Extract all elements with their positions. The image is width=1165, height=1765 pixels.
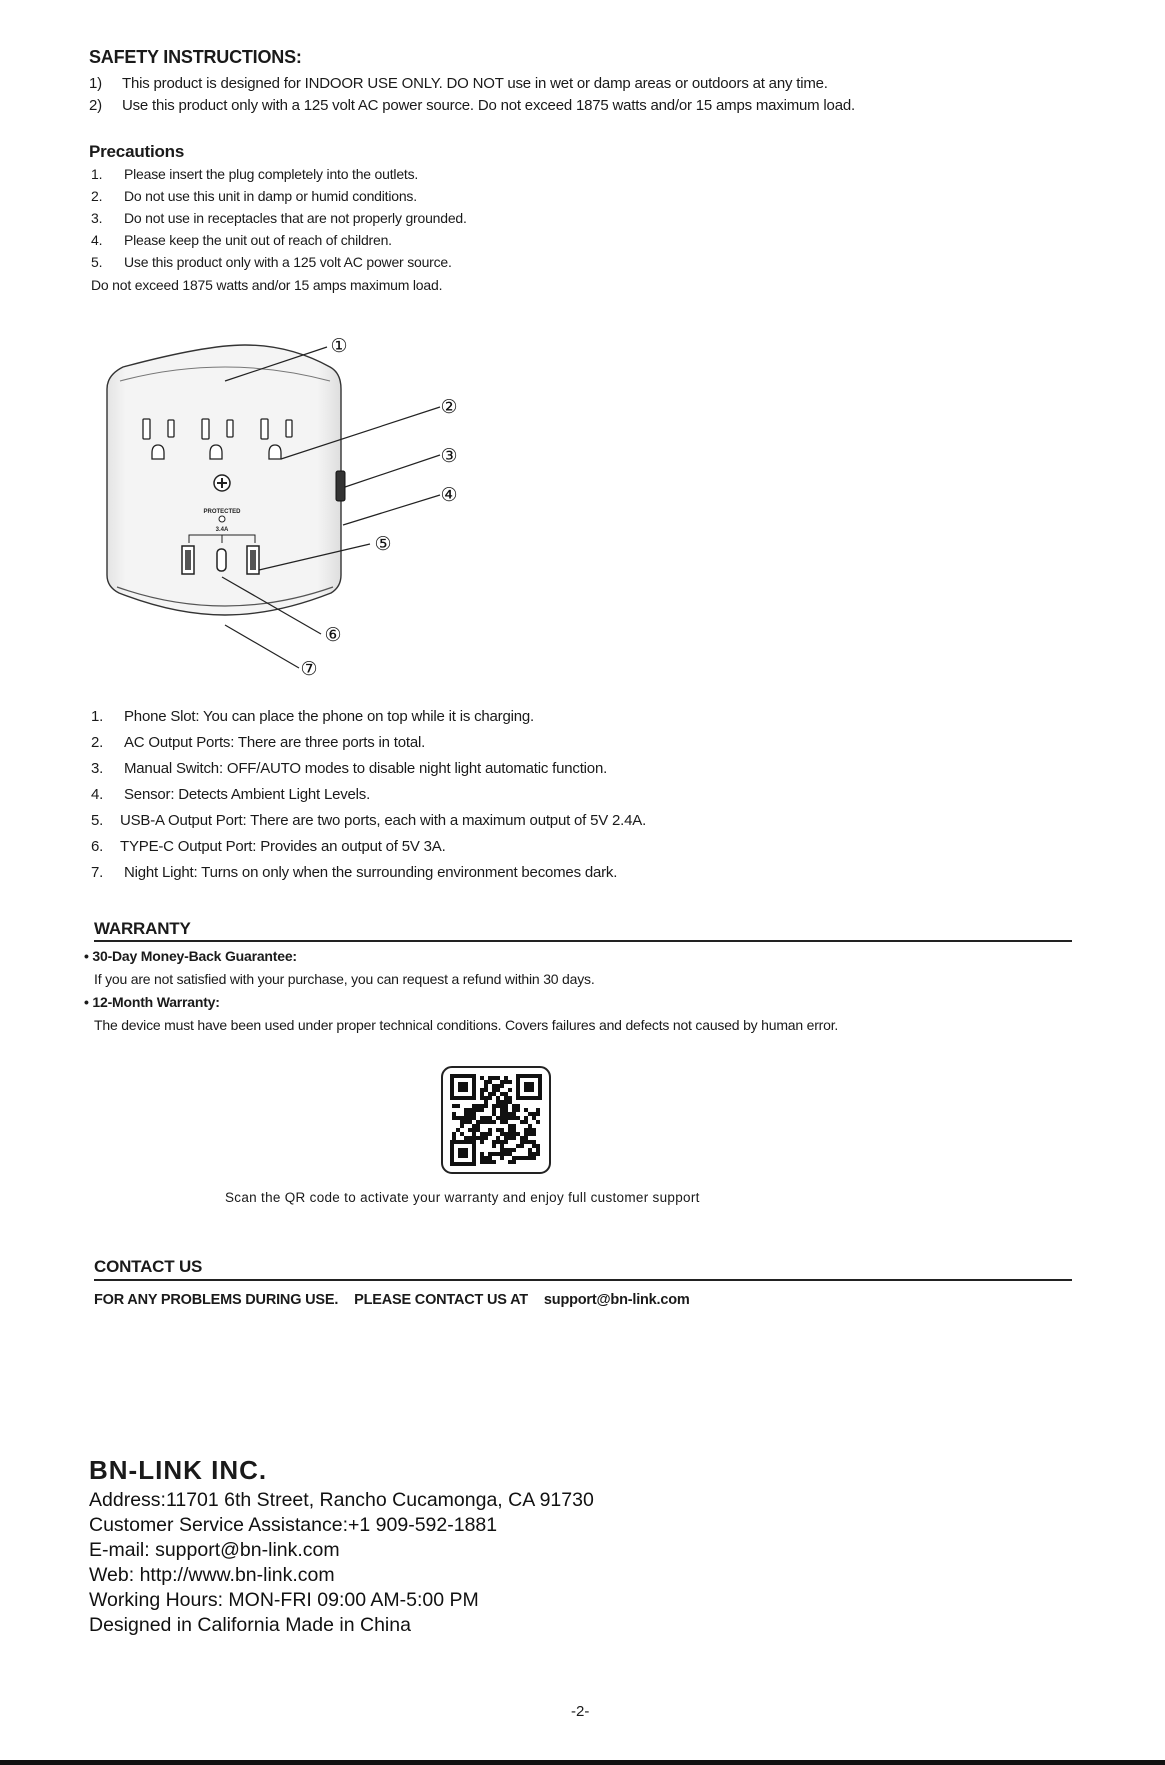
- qr-module: [456, 1116, 460, 1120]
- qr-module: [500, 1120, 504, 1124]
- qr-module: [512, 1108, 516, 1112]
- feature-text: USB-A Output Port: There are two ports, each with a maximum output of 5V 2.4A.: [120, 812, 647, 829]
- company-name: BN-LINK INC.: [89, 1455, 268, 1485]
- feature-text: Sensor: Detects Ambient Light Levels.: [124, 786, 371, 803]
- qr-module: [464, 1108, 468, 1112]
- manual-switch: [336, 471, 345, 501]
- qr-module: [508, 1132, 512, 1136]
- qr-module: [524, 1156, 528, 1160]
- qr-module: [484, 1136, 488, 1140]
- qr-module: [500, 1100, 504, 1104]
- qr-module: [528, 1152, 532, 1156]
- qr-module: [504, 1116, 508, 1120]
- qr-module: [512, 1148, 516, 1152]
- qr-module: [504, 1136, 508, 1140]
- product-diagram: [95, 325, 485, 685]
- qr-module: [512, 1124, 516, 1128]
- qr-module: [500, 1108, 504, 1112]
- qr-module: [492, 1088, 496, 1092]
- qr-module: [492, 1108, 496, 1112]
- qr-module: [476, 1136, 480, 1140]
- qr-module: [508, 1136, 512, 1140]
- contact-divider: [94, 1279, 1072, 1281]
- qr-module: [528, 1112, 532, 1116]
- qr-module: [460, 1132, 464, 1136]
- qr-module: [468, 1108, 472, 1112]
- qr-module: [504, 1096, 508, 1100]
- qr-module: [472, 1132, 476, 1136]
- qr-module: [524, 1108, 528, 1112]
- company-web[interactable]: Web: http://www.bn-link.com: [89, 1564, 335, 1586]
- qr-module: [516, 1104, 520, 1108]
- company-hours: Working Hours: MON-FRI 09:00 AM-5:00 PM: [89, 1589, 479, 1611]
- qr-module: [480, 1092, 484, 1096]
- contact-line: [94, 1292, 690, 1308]
- qr-module: [492, 1084, 496, 1088]
- qr-module: [484, 1156, 488, 1160]
- qr-module: [496, 1136, 500, 1140]
- feature-text: Phone Slot: You can place the phone on top while it is charging.: [124, 708, 535, 725]
- qr-module: [500, 1112, 504, 1116]
- qr-module: [496, 1084, 500, 1088]
- qr-module: [524, 1136, 528, 1140]
- precaution-number: 2.: [91, 188, 103, 204]
- feature-item: [91, 864, 617, 881]
- qr-module: [504, 1140, 508, 1144]
- qr-module: [480, 1160, 484, 1164]
- qr-module: [508, 1152, 512, 1156]
- precaution-text: Please keep the unit out of reach of children.: [124, 232, 392, 248]
- protected-label: PROTECTED: [203, 509, 241, 515]
- qr-module: [472, 1116, 476, 1120]
- qr-module: [508, 1080, 512, 1084]
- qr-module: [464, 1136, 468, 1140]
- qr-module: [480, 1116, 484, 1120]
- precaution-text: Use this product only with a 125 volt AC power source.: [124, 254, 452, 270]
- qr-module: [508, 1112, 512, 1116]
- qr-module: [520, 1140, 524, 1144]
- qr-module: [504, 1112, 508, 1116]
- qr-module: [528, 1140, 532, 1144]
- precaution-item: [91, 188, 417, 204]
- qr-module: [504, 1092, 508, 1096]
- qr-module: [488, 1128, 492, 1132]
- qr-module: [516, 1116, 520, 1120]
- qr-module: [528, 1156, 532, 1160]
- money-back-title: • 30-Day Money-Back Guarantee:: [84, 948, 297, 964]
- safety-item: [89, 75, 828, 92]
- qr-module: [476, 1120, 480, 1124]
- qr-module: [488, 1080, 492, 1084]
- qr-module: [496, 1152, 500, 1156]
- qr-module: [500, 1140, 504, 1144]
- qr-module: [488, 1152, 492, 1156]
- qr-module: [492, 1112, 496, 1116]
- contact-email-link[interactable]: support@bn-link.com: [543, 1292, 690, 1308]
- qr-module: [496, 1088, 500, 1092]
- usb-a-port-left-inner: [185, 550, 191, 570]
- qr-module: [524, 1132, 528, 1136]
- company-origin: Designed in California Made in China: [89, 1614, 411, 1636]
- callout-4: ④: [440, 485, 458, 506]
- feature-number: 1.: [91, 708, 104, 725]
- feature-number: 5.: [91, 812, 104, 829]
- qr-module: [488, 1116, 492, 1120]
- feature-number: 2.: [91, 734, 104, 751]
- qr-module: [508, 1088, 512, 1092]
- qr-module: [460, 1124, 464, 1128]
- precaution-number: 1.: [91, 166, 103, 182]
- qr-module: [532, 1112, 536, 1116]
- feature-item: [91, 838, 446, 855]
- qr-module: [528, 1132, 532, 1136]
- qr-module: [500, 1092, 504, 1096]
- safety-item-text: This product is designed for INDOOR USE ONLY. DO NOT use in wet or damp areas or outdoors at any time.: [122, 75, 828, 92]
- safety-item-text: Use this product only with a 125 volt AC power source. Do not exceed 1875 watts and/or 15 amps maximum load.: [122, 97, 855, 114]
- qr-module: [500, 1116, 504, 1120]
- qr-module: [504, 1100, 508, 1104]
- qr-module: [532, 1144, 536, 1148]
- qr-module: [532, 1128, 536, 1132]
- qr-module: [504, 1120, 508, 1124]
- qr-module: [492, 1152, 496, 1156]
- precaution-item: [91, 166, 418, 182]
- qr-module: [480, 1152, 484, 1156]
- qr-module: [452, 1132, 456, 1136]
- qr-module: [456, 1104, 460, 1108]
- qr-module: [492, 1120, 496, 1124]
- qr-module: [528, 1128, 532, 1132]
- qr-module: [536, 1148, 540, 1152]
- feature-item: [91, 812, 646, 829]
- qr-module: [504, 1076, 508, 1080]
- qr-module: [536, 1152, 540, 1156]
- qr-module: [500, 1128, 504, 1132]
- callout-6: ⑥: [324, 625, 342, 646]
- qr-module: [480, 1132, 484, 1136]
- qr-module: [484, 1160, 488, 1164]
- feature-number: 6.: [91, 838, 104, 855]
- feature-item: [91, 734, 425, 751]
- precautions-title: Precautions: [89, 142, 185, 161]
- qr-module: [500, 1084, 504, 1088]
- callout-7: ⑦: [300, 659, 318, 680]
- qr-module: [488, 1092, 492, 1096]
- qr-module: [520, 1136, 524, 1140]
- qr-module: [472, 1128, 476, 1132]
- feature-number: 3.: [91, 760, 104, 777]
- qr-module: [504, 1104, 508, 1108]
- qr-module: [504, 1132, 508, 1136]
- qr-module: [468, 1128, 472, 1132]
- qr-module: [512, 1116, 516, 1120]
- protected-indicator: [219, 516, 225, 522]
- money-back-text: If you are not satisfied with your purchase, you can request a refund within 30 days.: [94, 971, 595, 987]
- qr-module: [476, 1108, 480, 1112]
- qr-module: [528, 1148, 532, 1152]
- qr-module: [532, 1152, 536, 1156]
- qr-module: [488, 1132, 492, 1136]
- qr-module: [536, 1120, 540, 1124]
- qr-module: [508, 1096, 512, 1100]
- qr-module: [492, 1092, 496, 1096]
- qr-module: [512, 1104, 516, 1108]
- qr-module: [488, 1156, 492, 1160]
- qr-module: [516, 1156, 520, 1160]
- qr-module: [500, 1156, 504, 1160]
- qr-module: [524, 1116, 528, 1120]
- qr-module: [536, 1108, 540, 1112]
- qr-module: [452, 1104, 456, 1108]
- feature-text: TYPE-C Output Port: Provides an output of 5V 3A.: [120, 838, 446, 855]
- page-number: -2-: [571, 1703, 590, 1720]
- callout-1: ①: [330, 336, 348, 357]
- qr-module: [472, 1104, 476, 1108]
- qr-module: [536, 1112, 540, 1116]
- qr-module: [488, 1160, 492, 1164]
- qr-module: [500, 1148, 504, 1152]
- qr-module: [468, 1112, 472, 1116]
- qr-module: [520, 1120, 524, 1124]
- qr-module: [532, 1156, 536, 1160]
- safety-item: [89, 97, 855, 114]
- contact-mid: PLEASE CONTACT US AT: [354, 1292, 528, 1308]
- qr-module: [468, 1120, 472, 1124]
- callout-3: ③: [440, 446, 458, 467]
- qr-module: [452, 1116, 456, 1120]
- qr-module: [508, 1124, 512, 1128]
- precaution-text: Do not use this unit in damp or humid conditions.: [124, 188, 417, 204]
- qr-module: [504, 1108, 508, 1112]
- qr-module: [480, 1076, 484, 1080]
- qr-module: [532, 1116, 536, 1120]
- feature-number: 7.: [91, 864, 104, 881]
- qr-module: [512, 1156, 516, 1160]
- qr-module: [456, 1128, 460, 1132]
- qr-module: [476, 1124, 480, 1128]
- qr-module: [516, 1144, 520, 1148]
- qr-module: [500, 1152, 504, 1156]
- qr-module: [480, 1104, 484, 1108]
- callout-2: ②: [440, 397, 458, 418]
- qr-module: [492, 1140, 496, 1144]
- qr-module: [476, 1128, 480, 1132]
- qr-module: [504, 1148, 508, 1152]
- qr-module: [476, 1104, 480, 1108]
- safety-title: SAFETY INSTRUCTIONS:: [89, 47, 302, 67]
- qr-module: [484, 1100, 488, 1104]
- qr-module: [484, 1080, 488, 1084]
- qr-module: [488, 1096, 492, 1100]
- qr-module: [496, 1128, 500, 1132]
- qr-module: [468, 1116, 472, 1120]
- company-address: Address:11701 6th Street, Rancho Cucamonga, CA 91730: [89, 1489, 594, 1511]
- contact-title: CONTACT US: [94, 1257, 203, 1276]
- qr-module: [532, 1140, 536, 1144]
- qr-module: [464, 1120, 468, 1124]
- qr-module: [468, 1136, 472, 1140]
- qr-module: [524, 1140, 528, 1144]
- qr-module: [480, 1096, 484, 1100]
- qr-module: [532, 1132, 536, 1136]
- qr-module: [488, 1076, 492, 1080]
- qr-module: [484, 1088, 488, 1092]
- qr-module: [480, 1108, 484, 1112]
- qr-module: [512, 1132, 516, 1136]
- qr-module: [520, 1144, 524, 1148]
- precaution-text: Do not use in receptacles that are not properly grounded.: [124, 210, 467, 226]
- precaution-number: 5.: [91, 254, 103, 270]
- qr-module: [516, 1108, 520, 1112]
- qr-module: [492, 1160, 496, 1164]
- usb-a-port-right-inner: [250, 550, 256, 570]
- qr-module: [484, 1104, 488, 1108]
- qr-module: [524, 1128, 528, 1132]
- month-warranty-text: The device must have been used under proper technical conditions. Covers failures and defects not caused by human error.: [94, 1017, 839, 1033]
- feature-item: [91, 786, 370, 803]
- qr-module: [464, 1116, 468, 1120]
- qr-module: [504, 1080, 508, 1084]
- precaution-item: [91, 254, 452, 270]
- qr-module: [472, 1136, 476, 1140]
- qr-module: [472, 1112, 476, 1116]
- qr-module: [472, 1124, 476, 1128]
- feature-item: [91, 760, 607, 777]
- qr-module: [480, 1136, 484, 1140]
- qr-module: [484, 1132, 488, 1136]
- amp-label: 3.4A: [215, 527, 229, 533]
- qr-module: [508, 1116, 512, 1120]
- qr-module: [496, 1100, 500, 1104]
- callout-5: ⑤: [374, 534, 392, 555]
- qr-module: [516, 1132, 520, 1136]
- qr-module: [488, 1120, 492, 1124]
- qr-module: [492, 1104, 496, 1108]
- safety-item-number: 1): [89, 75, 102, 92]
- feature-number: 4.: [91, 786, 104, 803]
- qr-module: [500, 1104, 504, 1108]
- qr-module: [484, 1116, 488, 1120]
- qr-module: [460, 1116, 464, 1120]
- qr-module: [452, 1136, 456, 1140]
- precaution-footer: Do not exceed 1875 watts and/or 15 amps maximum load.: [91, 277, 443, 293]
- qr-module: [496, 1096, 500, 1100]
- month-warranty-title: • 12-Month Warranty:: [84, 994, 220, 1010]
- qr-code-icon[interactable]: [441, 1066, 551, 1174]
- qr-module: [500, 1080, 504, 1084]
- feature-text: Manual Switch: OFF/AUTO modes to disable night light automatic function.: [124, 760, 608, 777]
- qr-module: [480, 1140, 484, 1144]
- qr-module: [480, 1120, 484, 1124]
- qr-module: [484, 1096, 488, 1100]
- qr-module: [536, 1144, 540, 1148]
- precaution-number: 3.: [91, 210, 103, 226]
- qr-module: [472, 1108, 476, 1112]
- feature-text: AC Output Ports: There are three ports in total.: [124, 734, 426, 751]
- qr-module: [508, 1128, 512, 1132]
- qr-module: [492, 1144, 496, 1148]
- qr-module: [500, 1144, 504, 1148]
- qr-module: [496, 1116, 500, 1120]
- qr-module: [512, 1160, 516, 1164]
- company-phone: Customer Service Assistance:+1 909-592-1881: [89, 1514, 498, 1536]
- qr-module: [520, 1156, 524, 1160]
- qr-module: [480, 1156, 484, 1160]
- precaution-text: Please insert the plug completely into the outlets.: [124, 166, 419, 182]
- qr-module: [492, 1076, 496, 1080]
- qr-module: [512, 1128, 516, 1132]
- qr-module: [460, 1120, 464, 1124]
- qr-module: [524, 1120, 528, 1124]
- feature-item: [91, 708, 534, 725]
- qr-module: [480, 1088, 484, 1092]
- warranty-divider: [94, 940, 1072, 942]
- qr-module: [496, 1076, 500, 1080]
- qr-module: [484, 1120, 488, 1124]
- qr-caption: Scan the QR code to activate your warranty and enjoy full customer support: [225, 1190, 700, 1205]
- qr-module: [496, 1140, 500, 1144]
- qr-module: [484, 1084, 488, 1088]
- qr-module: [508, 1100, 512, 1104]
- qr-module: [508, 1148, 512, 1152]
- precaution-item: [91, 210, 467, 226]
- qr-module: [512, 1136, 516, 1140]
- qr-module: [504, 1152, 508, 1156]
- precaution-item: [91, 232, 392, 248]
- qr-module: [508, 1160, 512, 1164]
- qr-module: [464, 1112, 468, 1116]
- feature-text: Night Light: Turns on only when the surrounding environment becomes dark.: [124, 864, 618, 881]
- qr-module: [452, 1112, 456, 1116]
- qr-module: [512, 1112, 516, 1116]
- safety-item-number: 2): [89, 97, 102, 114]
- warranty-title: WARRANTY: [94, 919, 191, 938]
- qr-module: [528, 1124, 532, 1128]
- qr-module: [496, 1104, 500, 1108]
- usb-c-port: [217, 549, 226, 571]
- qr-module: [500, 1132, 504, 1136]
- contact-prefix: FOR ANY PROBLEMS DURING USE.: [94, 1292, 339, 1308]
- company-email[interactable]: E-mail: support@bn-link.com: [89, 1539, 340, 1561]
- page-bottom-edge: [0, 1760, 1165, 1765]
- precaution-number: 4.: [91, 232, 103, 248]
